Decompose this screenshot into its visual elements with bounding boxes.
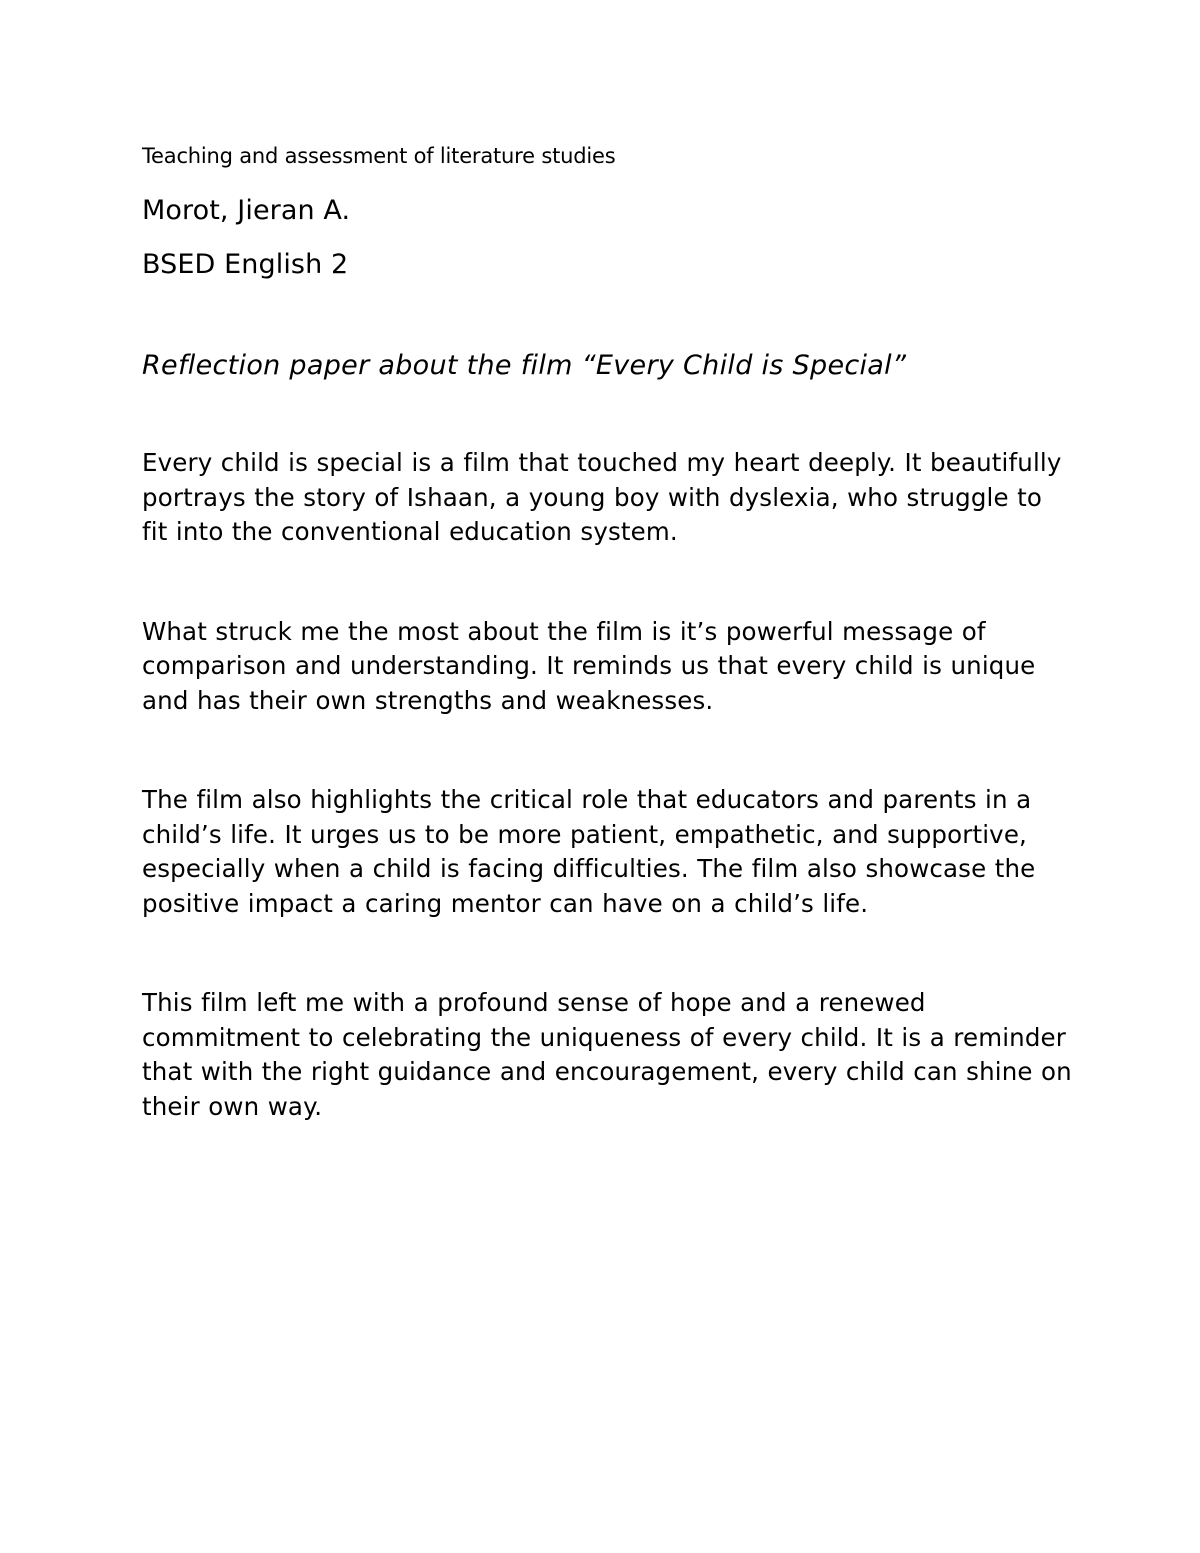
paragraph-3: The film also highlights the critical role that educators and parents in a child’s life. It urges us to be more patient, empathetic, and supportive, especially when a child is facing difficulties. The film also showcase the positive impact a caring mentor can have on a child’s life. (142, 785, 1036, 918)
author-name: Morot, Jieran A. (142, 195, 351, 226)
program-name: BSED English 2 (142, 249, 349, 280)
paragraph-1: Every child is special is a film that touched my heart deeply. It beautifully portrays the story of Ishaan, a young boy with dyslexia, who struggle to fit into the conventional education system. (142, 448, 1062, 546)
course-name: Teaching and assessment of literature studies (142, 144, 616, 168)
paragraph-2: What struck me the most about the film is it’s powerful message of comparison and understanding. It reminds us that every child is unique and has their own strengths and weaknesses. (142, 616, 1036, 715)
paragraph-4: This film left me with a profound sense of hope and a renewed commitment to celebrating the uniqueness of every child. It is a reminder that with the right guidance and encouragement, every child can shine on their own way. (142, 988, 1072, 1121)
paper-title: Reflection paper about the film “Every Child is Special” (142, 350, 907, 381)
document-body (142, 139, 1072, 1124)
